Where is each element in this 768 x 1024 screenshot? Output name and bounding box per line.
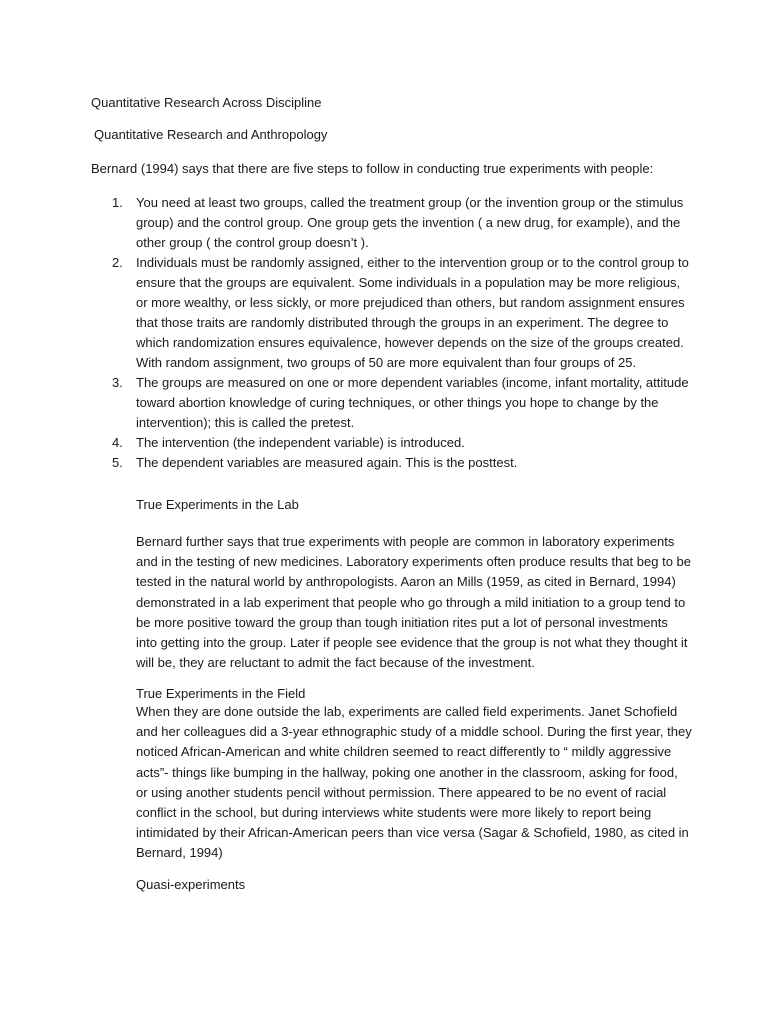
section-lab (136, 497, 692, 673)
list-item (91, 433, 691, 453)
list-item (91, 253, 691, 373)
step-number: 4. (112, 435, 123, 450)
step-number: 5. (112, 455, 123, 470)
step-number: 1. (112, 195, 123, 210)
section-heading-field: True Experiments in the Field (136, 686, 306, 701)
step-text: You need at least two groups, called the treatment group (or the invention group or the stimulus group) and the control group. One group gets the invention ( a new drug, for example), and the other group ( the control group doesn’t ). (136, 195, 684, 250)
intro-paragraph: Bernard (1994) says that there are five steps to follow in conducting true experiments with people: (91, 161, 654, 176)
section-body-lab: Bernard further says that true experiments with people are common in laboratory experiments and in the testing of new medicines. Laboratory experiments often produce results that beg to be tested in the natural world by anthropologists. Aaron an Mills (1959, as cited in Bernard, 1994) demonstrated in a lab experiment that people who go through a mild initiation to a group tend to be more positive toward the group than tough initiation rites put a lot of personal investments into getting into the group. Later if people see evidence that the group is not what they thought it will be, they are reluctant to admit the fact because of the investment. (136, 534, 692, 671)
section-body-field: When they are done outside the lab, experiments are called field experiments. Janet Schofield and her colleagues did a 3-year ethnographic study of a middle school. During the first year, they noticed African-American and white children seemed to react differently to “ mildly aggressive acts”- things like bumping in the hallway, poking one another in the classroom, asking for food, or using another students pencil without permission. There appeared to be no event of racial conflict in the school, but during interviews white students were more likely to report being intimidated by their African-American peers than vice versa (Sagar & Schofield, 1980, as cited in Bernard, 1994) (136, 704, 692, 861)
step-text: The intervention (the independent variable) is introduced. (136, 435, 465, 450)
section-subtitle: Quantitative Research and Anthropology (94, 127, 328, 142)
step-number: 3. (112, 375, 123, 390)
section-heading-quasi: Quasi-experiments (136, 877, 246, 892)
list-item (91, 453, 691, 473)
step-text: The groups are measured on one or more dependent variables (income, infant mortality, attitude toward abortion knowledge of curing techniques, or other things you hope to change by the intervention); this is called the pretest. (136, 375, 689, 430)
list-item (91, 193, 691, 253)
section-quasi (136, 877, 692, 893)
section-heading-lab: True Experiments in the Lab (136, 497, 299, 512)
list-item (91, 373, 691, 433)
section-field (136, 686, 692, 864)
step-text: Individuals must be randomly assigned, either to the intervention group or to the control group to ensure that the groups are equivalent. Some individuals in a population may be more religious, or more wealthy, or less sickly, or more prejudiced than others, but random assignment ensures that those traits are randomly distributed through the groups in an experiment. The degree to which randomization ensures equivalence, however depends on the size of the groups created. With random assignment, two groups of 50 are more equivalent than four groups of 25. (136, 255, 689, 370)
step-text: The dependent variables are measured again. This is the posttest. (136, 455, 518, 470)
steps-list (91, 193, 691, 473)
document-title: Quantitative Research Across Discipline (91, 95, 322, 110)
step-number: 2. (112, 255, 123, 270)
